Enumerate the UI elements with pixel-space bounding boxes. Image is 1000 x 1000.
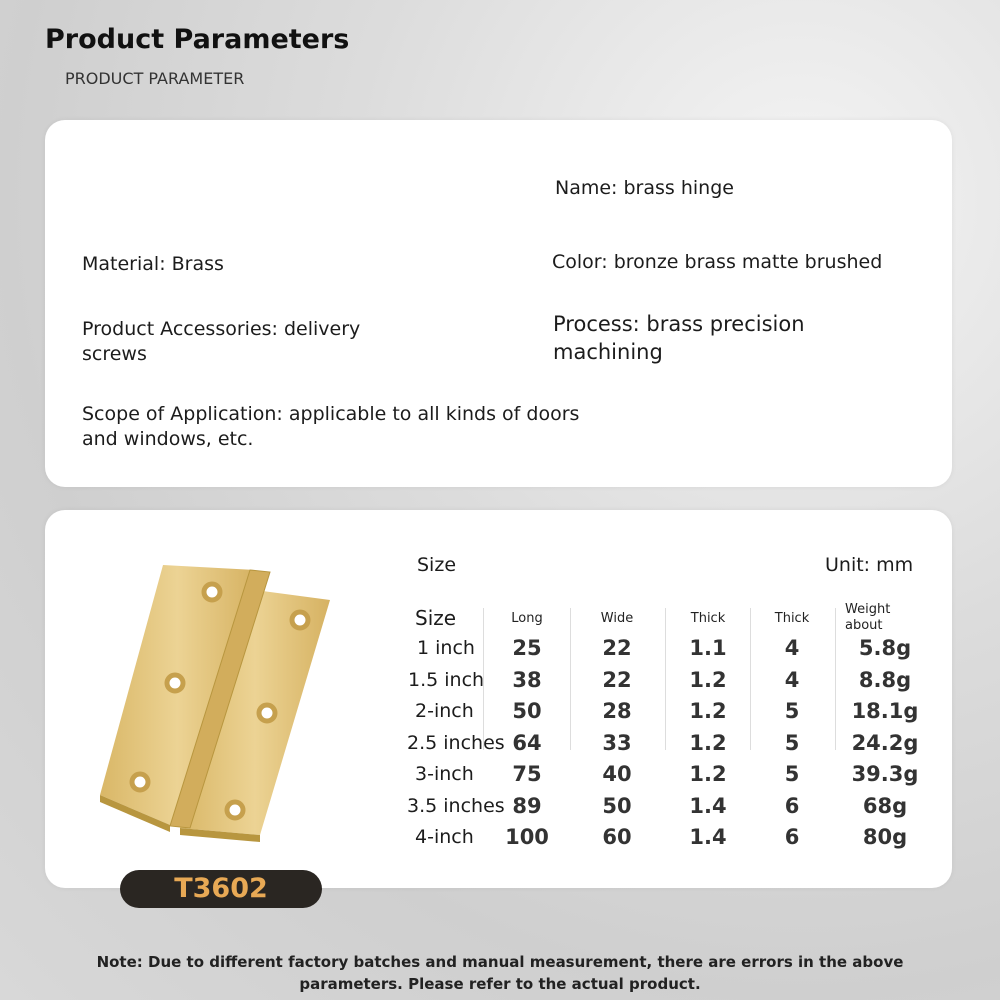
size-cell: 3-inch <box>415 763 474 785</box>
value-cell: 40 <box>602 762 632 786</box>
table-unit: Unit: mm <box>825 554 914 576</box>
value-cell: 28 <box>602 699 632 723</box>
size-cell: 1 inch <box>417 637 475 659</box>
table-header: Wide <box>600 611 634 626</box>
value-cell: 100 <box>505 825 549 849</box>
value-cell: 6 <box>784 825 800 849</box>
value-cell: 22 <box>602 636 632 660</box>
value-cell: 39.3g <box>851 762 919 786</box>
size-cell: 2-inch <box>415 700 474 722</box>
value-cell: 64 <box>512 730 542 755</box>
value-cell: 1.4 <box>689 793 727 818</box>
table-header: Long <box>511 611 543 626</box>
value-cell: 1.2 <box>689 762 727 786</box>
value-cell: 50 <box>602 793 632 818</box>
value-cell: 6 <box>784 793 800 818</box>
value-cell: 1.4 <box>689 825 727 849</box>
value-cell: 75 <box>512 762 542 786</box>
page-title: Product Parameters <box>45 24 350 55</box>
value-cell: 5.8g <box>858 636 912 660</box>
value-cell: 1.2 <box>689 699 727 723</box>
column-divider <box>665 608 666 750</box>
param-color: Color: bronze brass matte brushed <box>552 251 883 273</box>
value-cell: 1.1 <box>689 636 727 660</box>
size-cell: 4-inch <box>415 826 474 848</box>
table-header: Thick <box>690 611 726 626</box>
column-divider <box>750 608 751 750</box>
value-cell: 80g <box>862 825 908 849</box>
value-cell: 50 <box>512 699 542 723</box>
param-accessories: Product Accessories: delivery screws <box>82 318 361 365</box>
column-divider <box>835 608 836 750</box>
value-cell: 5 <box>784 730 800 755</box>
value-cell: 25 <box>512 636 542 660</box>
param-name: Name: brass hinge <box>555 177 734 199</box>
disclaimer-note: Note: Due to different factory batches and manual measurement, there are errors in the above parameters. Please refer to the actual product. <box>96 953 904 993</box>
value-cell: 22 <box>602 667 632 692</box>
param-process: Process: brass precision machining <box>553 312 805 364</box>
value-cell: 24.2g <box>851 730 919 755</box>
size-cell: 2.5 inches <box>407 731 505 754</box>
brass-hinge-image <box>95 560 345 850</box>
param-scope: Scope of Application: applicable to all kinds of doors and windows, etc. <box>82 403 580 450</box>
value-cell: 38 <box>512 667 542 692</box>
value-cell: 5 <box>784 762 800 786</box>
value-cell: 1.2 <box>689 730 727 755</box>
model-badge: T3602 <box>120 870 322 908</box>
table-title: Size <box>417 554 457 576</box>
value-cell: 4 <box>784 636 800 660</box>
value-cell: 33 <box>602 730 632 755</box>
table-header: Weight about <box>845 602 891 633</box>
value-cell: 4 <box>784 667 800 692</box>
value-cell: 8.8g <box>858 667 912 692</box>
header-size: Size <box>415 606 457 630</box>
value-cell: 89 <box>512 793 542 818</box>
table-header: Thick <box>774 611 810 626</box>
size-cell: 1.5 inch <box>408 668 485 691</box>
value-cell: 60 <box>602 825 632 849</box>
value-cell: 1.2 <box>689 667 727 692</box>
column-divider <box>570 608 571 750</box>
size-cell: 3.5 inches <box>407 794 505 817</box>
value-cell: 5 <box>784 699 800 723</box>
value-cell: 18.1g <box>851 699 919 723</box>
value-cell: 68g <box>862 793 908 818</box>
param-material: Material: Brass <box>82 253 224 275</box>
page-subtitle: PRODUCT PARAMETER <box>65 69 245 88</box>
